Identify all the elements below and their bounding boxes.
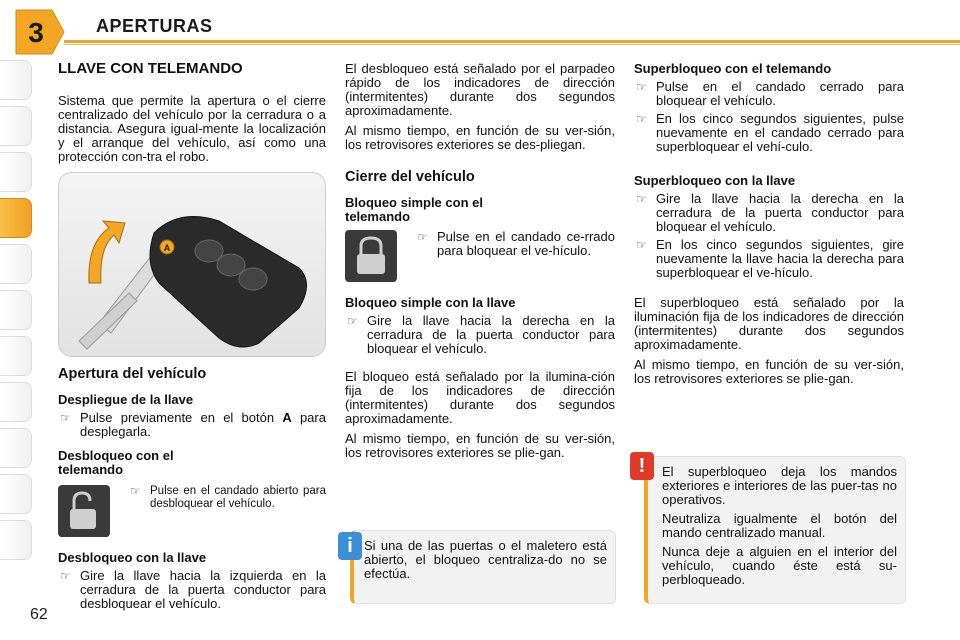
list-item: ☞ Pulse en el candado abierto para desbloquear el vehículo. [130, 484, 326, 510]
section-title-cierre: Cierre del vehículo [345, 169, 475, 185]
warning-box [644, 456, 906, 604]
column-1 [58, 62, 326, 615]
chapter-tab [0, 382, 32, 422]
warning-text: Nunca deje a alguien en el interior del vehículo, cuando éste está su-perbloqueado. [662, 544, 897, 587]
list-item: ☞ Gire la llave hacia la derecha en la cerradura de la puerta conductor para bloquear el vehículo. [347, 313, 615, 356]
info-text: Si una de las puertas o el maletero está abierto, el bloqueo centraliza-do no se efectúa. [364, 538, 607, 581]
paragraph: El superbloqueo está señalado por la iluminación fija de los indicadores de dirección (intermitentes) durante dos segundos aproximadamente. [634, 295, 904, 352]
chapter-tab [0, 106, 32, 146]
info-icon: i [338, 532, 362, 560]
unlock-remote-row [58, 485, 326, 541]
subtitle-bloqueo-llave: Bloqueo simple con la llave [345, 295, 516, 310]
list-item: ☞ En los cinco segundos siguientes, pulse nuevamente en el candado cerrado para superbloquear el vehí-culo. [636, 111, 904, 154]
hand-pointer-icon: ☞ [636, 112, 647, 126]
hand-pointer-icon: ☞ [636, 80, 647, 94]
chapter-tab [0, 244, 32, 284]
hand-pointer-icon: ☞ [60, 569, 71, 583]
paragraph: Al mismo tiempo, en función de su ver-sión, los retrovisores exteriores se plie-gan. [634, 357, 904, 386]
list-item: ☞ Gire la llave hacia la izquierda en la cerradura de la puerta conductor para desbloquear el vehículo. [60, 568, 326, 611]
subtitle-superbloqueo-llave: Superbloqueo con la llave [634, 173, 796, 188]
chapter-tab [0, 290, 32, 330]
rotation-arrow-icon [89, 221, 125, 283]
subtitle-superbloqueo-telemando: Superbloqueo con el telemando [634, 61, 832, 76]
intro-paragraph: Sistema que permite la apertura o el cierre centralizado del vehículo por la cerradura o a distancia. Asegura igual-mente la localización y el arranque del vehículo, así como una protección con-tra el robo. [58, 93, 326, 164]
section-title-apertura: Apertura del vehículo [58, 366, 207, 382]
lock-remote-row [345, 230, 615, 286]
header-rule-thin [64, 44, 960, 45]
column-3 [634, 62, 904, 392]
page-number: 62 [30, 606, 48, 623]
list-item: ☞ Pulse previamente en el botón A para desplegarla. [60, 410, 326, 439]
chapter-tab [0, 520, 32, 560]
hand-pointer-icon: ☞ [60, 411, 71, 425]
hand-pointer-icon: ☞ [417, 230, 428, 244]
warning-text: El superbloqueo deja los mandos exteriores e interiores de las puer-tas no operativos. [662, 464, 897, 507]
subtitle-bloqueo-telemando: Bloqueo simple con el telemando [345, 195, 483, 224]
subtitle-despliegue: Despliegue de la llave [58, 392, 194, 407]
header-rule [64, 40, 960, 43]
hand-pointer-icon: ☞ [347, 314, 358, 328]
chapter-tab [0, 428, 32, 468]
list-item: ☞ Pulse en el candado cerrado para bloquear el vehículo. [636, 79, 904, 108]
hand-pointer-icon: ☞ [130, 484, 141, 498]
hand-pointer-icon: ☞ [636, 238, 647, 252]
paragraph: El desbloqueo está señalado por el parpadeo rápido de los indicadores de dirección (intermitentes) durante dos segundos aproximadamente. [345, 61, 615, 118]
chapter-tab [0, 336, 32, 376]
info-box [350, 530, 616, 604]
list-item: ☞ Gire la llave hacia la derecha en la cerradura de la puerta conductor para bloquear el vehículo. [636, 191, 904, 234]
closed-padlock-icon [345, 230, 397, 282]
section-title-llave: LLAVE CON TELEMANDO [58, 60, 243, 77]
hand-pointer-icon: ☞ [636, 192, 647, 206]
column-2 [345, 62, 615, 466]
page-title: APERTURAS [96, 16, 213, 36]
warning-icon: ! [630, 452, 654, 480]
paragraph: El bloqueo está señalado por la ilumina-ción fija de los indicadores de dirección (intermitentes) durante dos segundos aproximadamente. [345, 369, 615, 426]
chapter-tab [0, 152, 32, 192]
paragraph: Al mismo tiempo, en función de su ver-sión, los retrovisores exteriores se plie-gan. [345, 431, 615, 460]
chapter-badge [12, 8, 66, 56]
key-label-a: A [163, 243, 171, 253]
chapter-tab [0, 474, 32, 514]
paragraph: Al mismo tiempo, en función de su ver-sión, los retrovisores exteriores se des-pliegan. [345, 123, 615, 152]
list-item: ☞ Pulse en el candado ce-rrado para bloquear el ve-hículo. [417, 229, 615, 258]
chapter-number: 3 [28, 17, 44, 48]
chapter-tabs [0, 60, 32, 566]
subtitle-desbloqueo-llave: Desbloqueo con la llave [58, 550, 207, 565]
key-drawing [59, 173, 326, 357]
key-illustration [58, 172, 326, 357]
list-item: ☞ En los cinco segundos siguientes, gire nuevamente la llave hacia la derecha para superbloquear el ve-hículo. [636, 237, 904, 280]
warning-text: Neutraliza igualmente el botón del mando centralizado manual. [662, 511, 897, 540]
subtitle-desbloqueo-telemando: Desbloqueo con el telemando [58, 448, 174, 477]
button-a-label: A [282, 410, 292, 425]
open-padlock-icon [58, 485, 110, 537]
chapter-tab [0, 60, 32, 100]
chapter-tab-active [0, 198, 32, 238]
